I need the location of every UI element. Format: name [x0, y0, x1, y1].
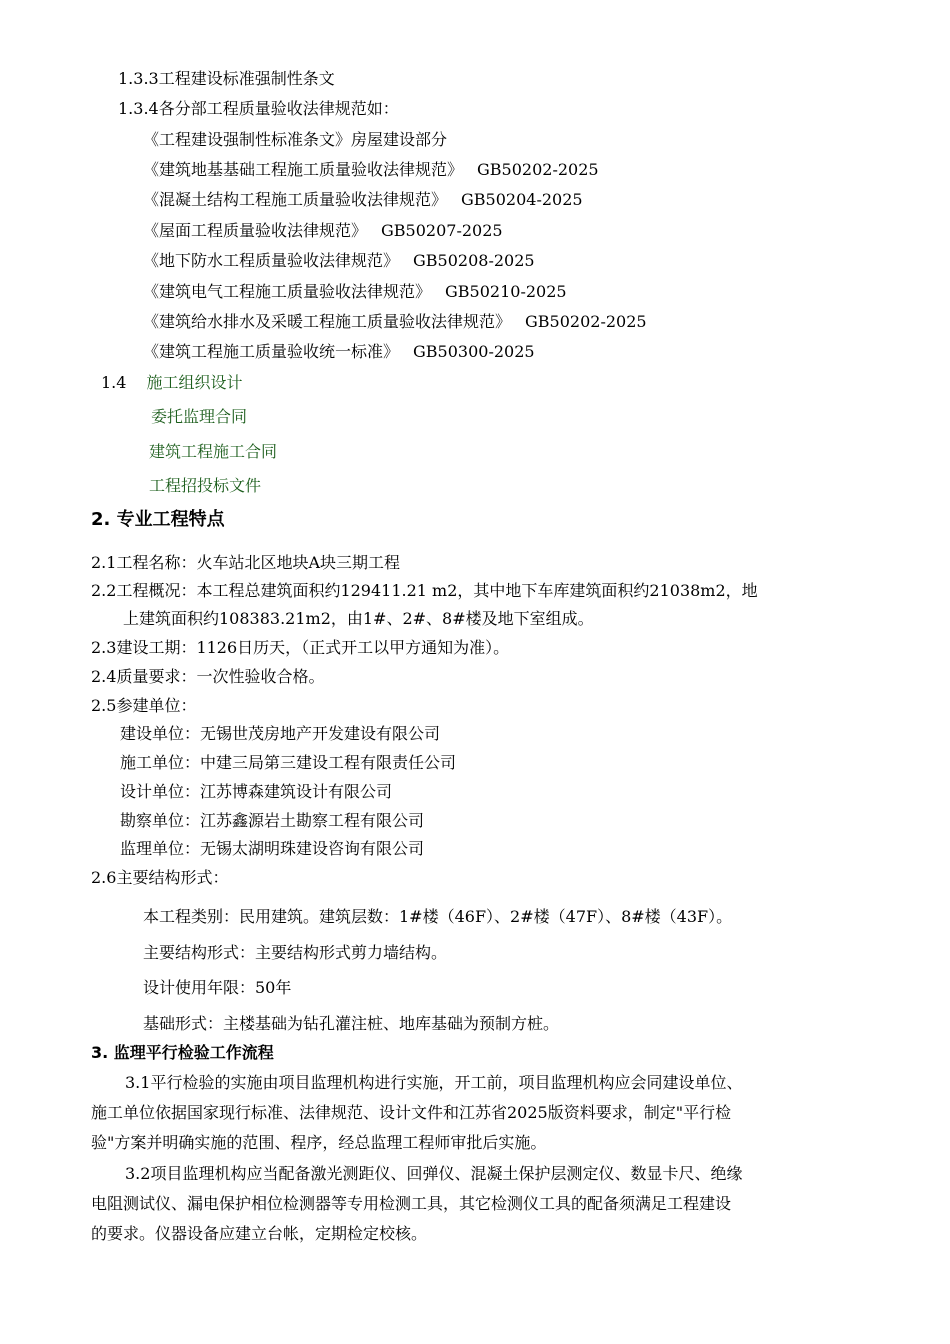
norm-item: 《工程建设强制性标准条文》房屋建设部分 [143, 130, 448, 149]
norm-item: 《建筑电气工程施工质量验收法律规范》 GB50210-2025 [143, 282, 567, 301]
paragraph-3-2-line: 电阻测试仪、漏电保护相位检测器等专用检测工具，其它检测仪工具的配备须满足工程建设 [91, 1194, 732, 1213]
section-2-heading: 2. 专业工程特点 [91, 509, 225, 530]
paragraph-3-1-line: 3.1平行检验的实施由项目监理机构进行实施，开工前，项目监理机构应会同建设单位、 [125, 1073, 743, 1092]
norm-item: 《建筑工程施工质量验收统一标准》 GB50300-2025 [143, 342, 535, 361]
structure-item: 设计使用年限：50年 [143, 978, 292, 997]
norm-item: 《混凝土结构工程施工质量验收法律规范》 GB50204-2025 [143, 190, 583, 209]
norm-item: 《屋面工程质量验收法律规范》 GB50207-2025 [143, 221, 503, 240]
participant-unit: 设计单位：江苏博森建筑设计有限公司 [120, 782, 393, 801]
section-3-heading: 3. 监理平行检验工作流程 [91, 1043, 274, 1062]
participant-unit: 建设单位：无锡世茂房地产开发建设有限公司 [120, 724, 441, 743]
norm-item: 《地下防水工程质量验收法律规范》 GB50208-2025 [143, 251, 535, 270]
participant-unit: 施工单位：中建三局第三建设工程有限责任公司 [120, 753, 457, 772]
clause-2-5: 2.5参建单位： [91, 696, 197, 715]
paragraph-3-1-line: 验"方案并明确实施的范围、程序，经总监理工程师审批后实施。 [91, 1133, 547, 1152]
basis-document: 工程招投标文件 [149, 476, 262, 495]
clause-2-3: 2.3建设工期：1126日历天，（正式开工以甲方通知为准）。 [91, 638, 510, 657]
section-1-4 [101, 372, 242, 394]
clause-2-6: 2.6主要结构形式： [91, 868, 229, 887]
paragraph-3-1-line: 施工单位依据国家现行标准、法律规范、设计文件和江苏省2025版资料要求，制定"平行检 [91, 1103, 732, 1122]
clause-2-2-line2: 上建筑面积约108383.21m2，由1#、2#、8#楼及地下室组成。 [123, 609, 594, 628]
structure-item: 本工程类别：民用建筑。建筑层数：1#楼（46F）、2#楼（47F）、8#楼（43F）。 [143, 907, 733, 926]
clause-2-1: 2.1工程名称：火车站北区地块A块三期工程 [91, 553, 401, 572]
participant-unit: 监理单位：无锡太湖明珠建设咨询有限公司 [120, 839, 425, 858]
clause-1-3-3: 1.3.3工程建设标准强制性条文 [118, 69, 335, 88]
basis-document: 建筑工程施工合同 [149, 442, 278, 461]
clause-2-2-line1: 2.2工程概况：本工程总建筑面积约129411.21 m2，其中地下车库建筑面积约21038m2，地 [91, 581, 758, 600]
clause-1-3-4: 1.3.4各分部工程质量验收法律规范如： [118, 99, 399, 118]
paragraph-3-2-line: 的要求。仪器设备应建立台帐，定期检定校核。 [91, 1224, 428, 1243]
section-1-4-title: 施工组织设计 [146, 373, 243, 392]
norm-item: 《建筑地基基础工程施工质量验收法律规范》 GB50202-2025 [143, 160, 599, 179]
section-1-4-number: 1.4 [101, 373, 127, 392]
structure-item: 主要结构形式：主要结构形式剪力墙结构。 [143, 943, 448, 962]
norm-item: 《建筑给水排水及采暖工程施工质量验收法律规范》 GB50202-2025 [143, 312, 647, 331]
structure-item: 基础形式：主楼基础为钻孔灌注桩、地库基础为预制方桩。 [143, 1014, 560, 1033]
basis-document: 委托监理合同 [151, 407, 248, 426]
clause-2-4: 2.4质量要求：一次性验收合格。 [91, 667, 325, 686]
participant-unit: 勘察单位：江苏鑫源岩土勘察工程有限公司 [120, 811, 425, 830]
paragraph-3-2-line: 3.2项目监理机构应当配备激光测距仪、回弹仪、混凝土保护层测定仪、数显卡尺、绝缘 [125, 1164, 743, 1183]
